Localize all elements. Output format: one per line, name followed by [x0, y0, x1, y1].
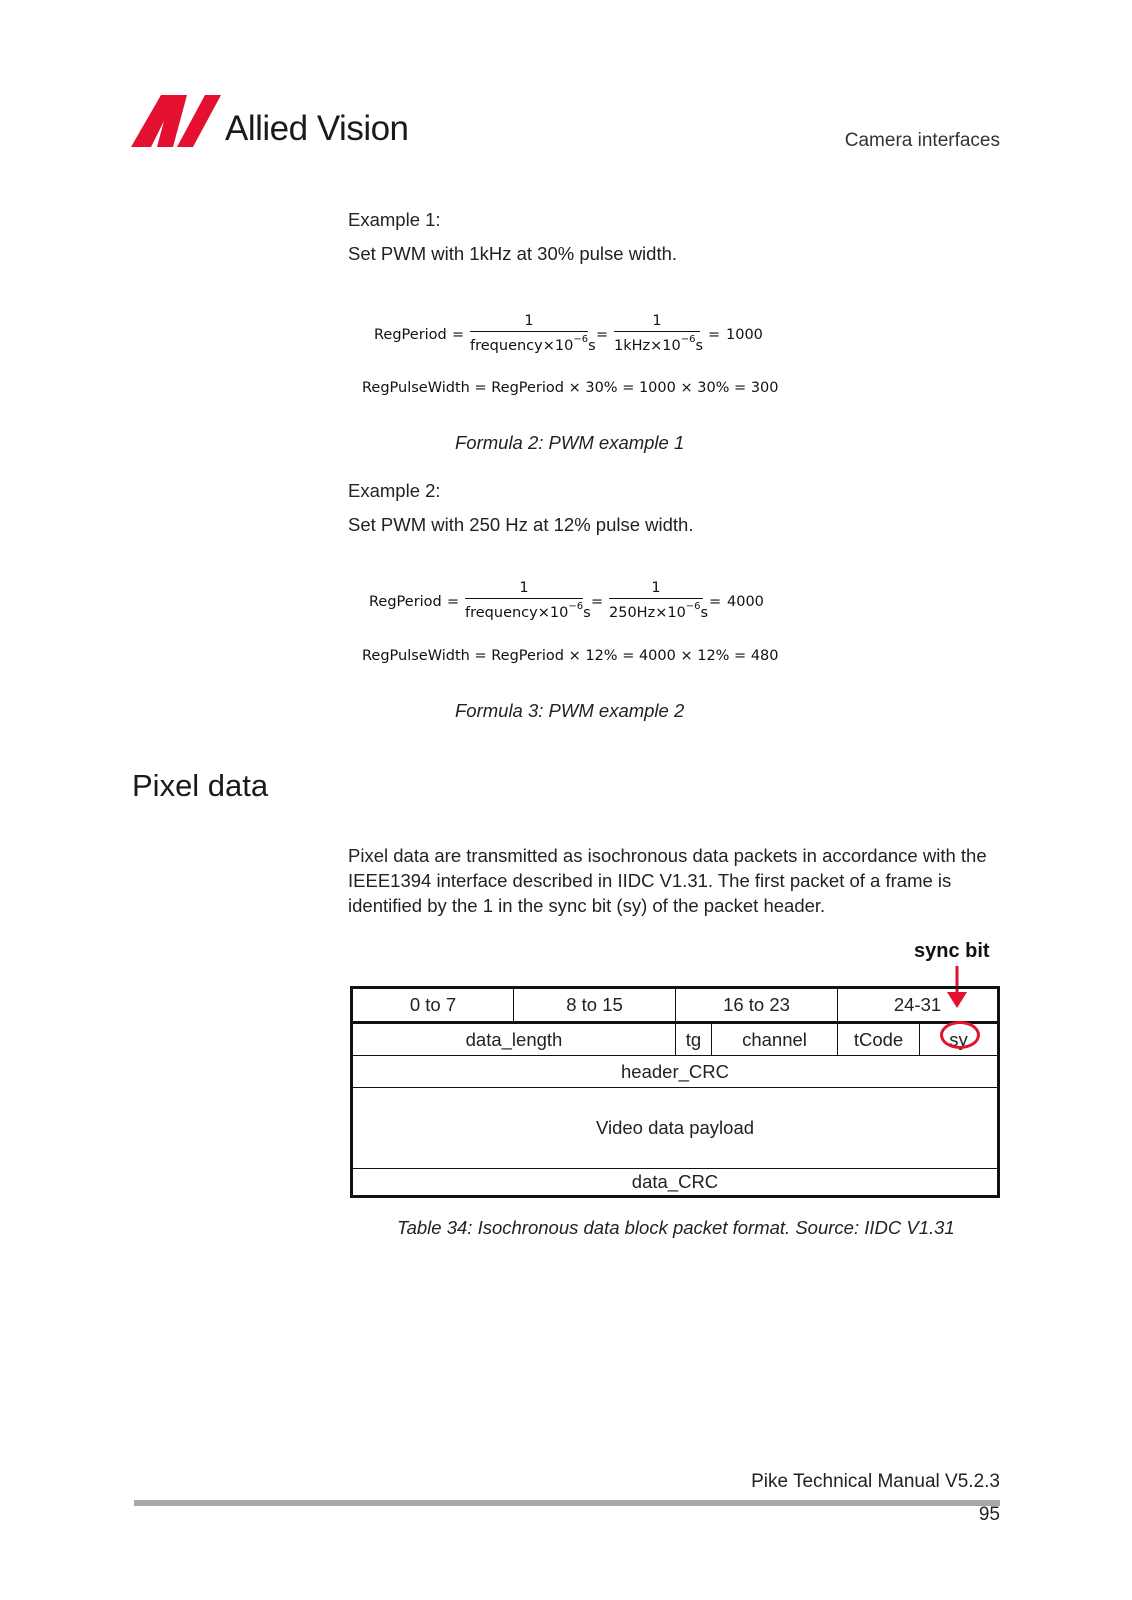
tcode-cell: tCode — [837, 1024, 919, 1055]
bit-range-cell: 24-31 — [837, 989, 997, 1021]
payload-cell: Video data payload — [595, 1117, 755, 1138]
example2-description: Set PWM with 250 Hz at 12% pulse width. — [348, 514, 694, 535]
allied-vision-logo — [131, 95, 431, 155]
formula-eq: = — [708, 327, 721, 343]
table-caption: Table 34: Isochronous data block packet format. Source: IIDC V1.31 — [397, 1217, 955, 1238]
example1-label: Example 1: — [348, 209, 441, 230]
data-length-cell: data_length — [465, 1028, 563, 1050]
formula-period-2 — [369, 580, 789, 630]
formula-period-1 — [374, 313, 794, 363]
logo-text: Allied Vision — [225, 109, 409, 148]
sync-bit-label: sync bit — [914, 940, 990, 962]
formula-pulse-1: RegPulseWidth = RegPeriod × 30% = 1000 × 30% = 300 — [362, 380, 779, 396]
tg-cell: tg — [675, 1024, 711, 1055]
table-row-bit-ranges — [353, 989, 997, 1024]
bit-range-cell: 0 to 7 — [409, 994, 457, 1015]
formula-eq: = — [591, 594, 604, 610]
example1-description: Set PWM with 1kHz at 30% pulse width. — [348, 243, 678, 264]
section-label: Camera interfaces — [844, 130, 1000, 151]
formula-eq: = — [447, 594, 460, 610]
footer-divider — [134, 1500, 1000, 1506]
fraction-numerator: 1 — [524, 313, 534, 329]
table-row-data-crc — [353, 1169, 997, 1195]
formula-result: 4000 — [727, 594, 764, 610]
formula-fraction-1 — [465, 580, 591, 622]
formula-pulse-2: RegPulseWidth = RegPeriod × 12% = 4000 × 12% = 480 — [362, 648, 779, 664]
fraction-denominator: $frequency\times 10^{-6}s$ — [470, 334, 596, 354]
fraction-numerator: 1 — [519, 580, 529, 596]
sy-cell: sy — [919, 1024, 997, 1055]
example2-label: Example 2: — [348, 480, 441, 501]
fraction-denominator: $250Hz\times 10^{-6}s$ — [609, 601, 709, 621]
table-row-header — [353, 1024, 997, 1056]
fraction-denominator: $frequency\times 10^{-6}s$ — [465, 601, 591, 621]
formula-caption-1: Formula 2: PWM example 1 — [455, 432, 685, 453]
section-paragraph: Pixel data are transmitted as isochronous data packets in accordance with the IEEE1394 interface described in IIDC V1.31. The first packet of a frame is identified by the 1 in the sync bit (sy) of the packet header. — [348, 845, 987, 916]
packet-format-table — [350, 986, 1000, 1198]
fraction-numerator: 1 — [652, 313, 662, 329]
table-row-header-crc — [353, 1056, 997, 1088]
footer-title: Pike Technical Manual V5.2.3 — [751, 1471, 1000, 1492]
formula-fraction-2 — [609, 580, 709, 622]
formula-fraction-2 — [614, 313, 704, 355]
formula-eq: = — [452, 327, 465, 343]
fraction-numerator: 1 — [651, 580, 661, 596]
page-number: 95 — [978, 1504, 1000, 1525]
formula-lhs: RegPeriod — [374, 327, 447, 343]
table-row-payload — [353, 1088, 997, 1169]
sync-bit-highlight — [940, 1021, 980, 1049]
formula-result: 1000 — [726, 327, 763, 343]
formula-lhs: RegPeriod — [369, 594, 442, 610]
formula-caption-2: Formula 3: PWM example 2 — [455, 700, 685, 721]
formula-fraction-1 — [470, 313, 596, 355]
bit-range-cell: 16 to 23 — [675, 989, 837, 1021]
formula-eq: = — [709, 594, 722, 610]
formula-eq: = — [596, 327, 609, 343]
section-heading: Pixel data — [132, 768, 269, 803]
fraction-denominator: $1kHz\times 10^{-6}s$ — [614, 334, 704, 354]
bit-range-cell: 8 to 15 — [513, 989, 675, 1021]
logo-mark-icon — [131, 95, 223, 151]
channel-cell: channel — [711, 1024, 837, 1055]
header-crc-cell: header_CRC — [621, 1060, 729, 1082]
data-crc-cell: data_CRC — [631, 1171, 719, 1192]
